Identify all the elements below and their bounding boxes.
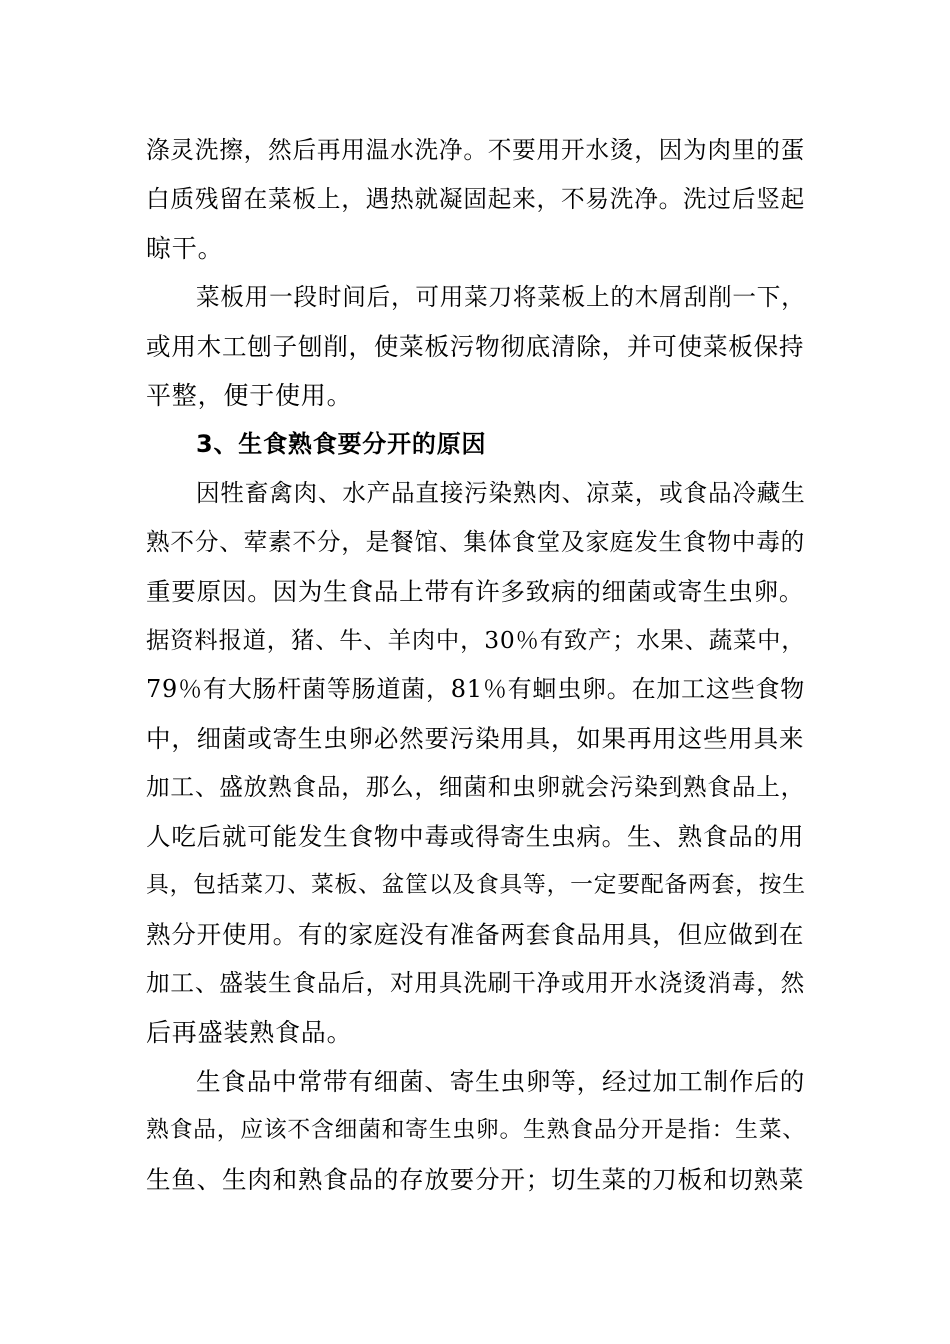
paragraph-line: 涤灵洗擦，然后再用温水洗净。不要用开水烫，因为肉里的蛋 — [146, 136, 806, 164]
paragraph-line: 晾干。 — [146, 234, 224, 263]
paragraph-line: 平整，便于使用。 — [146, 381, 353, 410]
paragraph-line: 具，包括菜刀、菜板、盆筐以及食具等，一定要配备两套，按生 — [146, 872, 806, 898]
paragraph-line: 生鱼、生肉和熟食品的存放要分开；切生菜的刀板和切熟菜 — [146, 1165, 805, 1194]
paragraph-line: 加工、盛放熟食品，那么，细菌和虫卵就会污染到熟食品上， — [146, 773, 806, 801]
paragraph-line: 菜板用一段时间后，可用菜刀将菜板上的木屑刮削一下， — [196, 283, 806, 311]
paragraph-line: 79％有大肠杆菌等肠道菌，81％有蛔虫卵。在加工这些食物 — [146, 675, 806, 703]
paragraph-line: 因牲畜禽肉、水产品直接污染熟肉、凉菜，或食品冷藏生 — [196, 479, 806, 507]
paragraph-line: 加工、盛装生食品后，对用具洗刷干净或用开水浇烫消毒，然 — [146, 969, 806, 997]
paragraph-line: 后再盛装熟食品。 — [146, 1018, 353, 1047]
paragraph-line: 白质残留在菜板上，遇热就凝固起来，不易洗净。洗过后竖起 — [146, 185, 806, 213]
paragraph-line: 人吃后就可能发生食物中毒或得寄生虫病。生、熟食品的用 — [146, 822, 805, 851]
paragraph-line: 生食品中常带有细菌、寄生虫卵等，经过加工制作后的 — [196, 1067, 806, 1096]
paragraph-line: 熟不分、荤素不分，是餐馆、集体食堂及家庭发生食物中毒的 — [146, 528, 806, 556]
section-heading: 3、生食熟食要分开的原因 — [196, 430, 487, 458]
paragraph-line: 重要原因。因为生食品上带有许多致病的细菌或寄生虫卵。 — [146, 577, 805, 606]
paragraph-line: 或用木工刨子刨削，使菜板污物彻底清除，并可使菜板保持 — [146, 332, 805, 361]
paragraph-line: 熟分开使用。有的家庭没有准备两套食品用具，但应做到在 — [146, 920, 805, 949]
paragraph-line: 据资料报道，猪、牛、羊肉中，30％有致产；水果、蔬菜中， — [146, 626, 806, 654]
paragraph-line: 中，细菌或寄生虫卵必然要污染用具，如果再用这些用具来 — [146, 724, 805, 753]
body-text — [146, 126, 811, 1204]
paragraph-line: 熟食品，应该不含细菌和寄生虫卵。生熟食品分开是指：生菜、 — [146, 1117, 806, 1143]
